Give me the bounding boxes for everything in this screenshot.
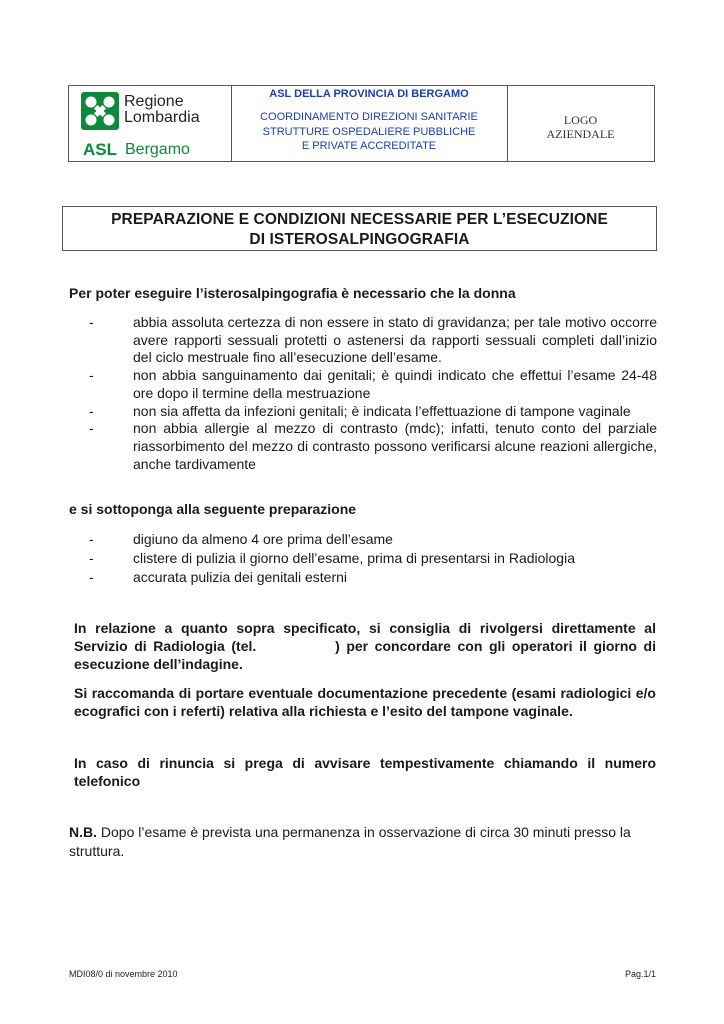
list-item	[69, 549, 657, 568]
section1-heading: Per poter eseguire l’isterosalpingografia è necessario che la donna	[69, 285, 516, 301]
note-cancellation: In caso di rinuncia si prega di avvisare tempestivamente chiamando il numero telefonico	[74, 755, 656, 789]
list-item	[69, 403, 657, 421]
list-item-text: clistere di pulizia il giorno dell’esame, prima di presentarsi in Radiologia	[133, 550, 575, 566]
org-line: E PRIVATE ACCREDITATE	[301, 140, 437, 152]
logo-asl-text: ASL	[83, 140, 117, 159]
list-item-text: abbia assoluta certezza di non essere in stato di gravidanza; per tale motivo occorre avere rapporti sessuali protetti o astenersi da rapporti sessuali completi dall’inizio del ciclo mestruale fino all’esecuzione dell’esame.	[133, 314, 657, 366]
list-dash: -	[89, 314, 94, 330]
logo-bergamo-text: Bergamo	[125, 141, 190, 158]
list-dash: -	[89, 367, 94, 384]
list-item	[69, 367, 657, 402]
regione-lombardia-logo-icon	[81, 92, 119, 130]
header-logo-cell	[69, 86, 232, 161]
header-table	[68, 85, 655, 162]
title-line: PREPARAZIONE E CONDIZIONI NECESSARIE PER L’ESECUZIONE	[111, 211, 608, 228]
list-dash: -	[89, 550, 94, 566]
list-dash: -	[89, 531, 94, 547]
header-logo-aziendale-cell	[507, 86, 654, 161]
list-item	[69, 568, 657, 587]
preparation-list	[69, 530, 657, 587]
list-item	[69, 314, 657, 367]
logo-lombardia-text: Lombardia	[124, 109, 200, 126]
list-item-text: accurata pulizia dei genitali esterni	[133, 569, 348, 585]
list-dash: -	[89, 402, 94, 419]
list-item-text: non abbia sanguinamento dai genitali; è quindi indicato che effettui l’esame 24-48 ore dopo il termine della mestruazione	[133, 367, 657, 401]
section2-heading: e si sottoponga alla seguente preparazione	[69, 501, 357, 517]
note-radiology-contact: In relazione a quanto sopra specificato, si consiglia di rivolgersi direttamente al Servizio di Radiologia (tel. ) per concordare con gli operatori il giorno di esecuzione dell’indagine.	[74, 620, 660, 672]
nb-paragraph	[69, 823, 657, 861]
org-line: COORDINAMENTO DIREZIONI SANITARIE	[260, 111, 478, 123]
list-item	[69, 420, 657, 473]
nb-label: N.B.	[69, 824, 97, 840]
list-item-text: non abbia allergie al mezzo di contrasto (mdc); infatti, tenuto conto del parziale riassorbimento del mezzo di contrasto possono verificarsi alcune reazioni allergiche, anche tardivamente	[133, 420, 657, 472]
org-title: ASL DELLA PROVINCIA DI BERGAMO	[269, 88, 469, 100]
conditions-list	[69, 314, 657, 473]
org-line: STRUTTURE OSPEDALIERE PUBBLICHE	[262, 125, 476, 138]
header-org-cell	[231, 86, 508, 161]
logo-regione-text: Regione	[124, 93, 184, 110]
logo-aziendale-line: AZIENDALE	[546, 127, 615, 141]
list-item	[69, 530, 657, 549]
logo-aziendale-placeholder	[507, 113, 654, 141]
list-dash: -	[89, 569, 94, 585]
footer-page-number: Pag.1/1	[624, 969, 656, 979]
document-title	[62, 206, 657, 251]
title-line: DI ISTEROSALPINGOGRAFIA	[249, 231, 470, 248]
logo-aziendale-line: LOGO	[563, 113, 598, 127]
list-item-text: digiuno da almeno 4 ore prima dell’esame	[133, 531, 393, 547]
nb-text: Dopo l’esame è prevista una permanenza in osservazione di circa 30 minuti presso la struttura.	[69, 824, 631, 859]
list-item-text: non sia affetta da infezioni genitali; è indicata l’effettuazione di tampone vaginale	[133, 402, 631, 419]
footer-document-code: MDI08/0 di novembre 2010	[69, 969, 178, 979]
note-documentation: Si raccomanda di portare eventuale documentazione precedente (esami radiologici e/o ecografici con i referti) relativa alla richiesta e l’esito del tampone vaginale.	[74, 685, 656, 719]
org-subtitle	[231, 110, 507, 154]
list-dash: -	[89, 420, 94, 437]
